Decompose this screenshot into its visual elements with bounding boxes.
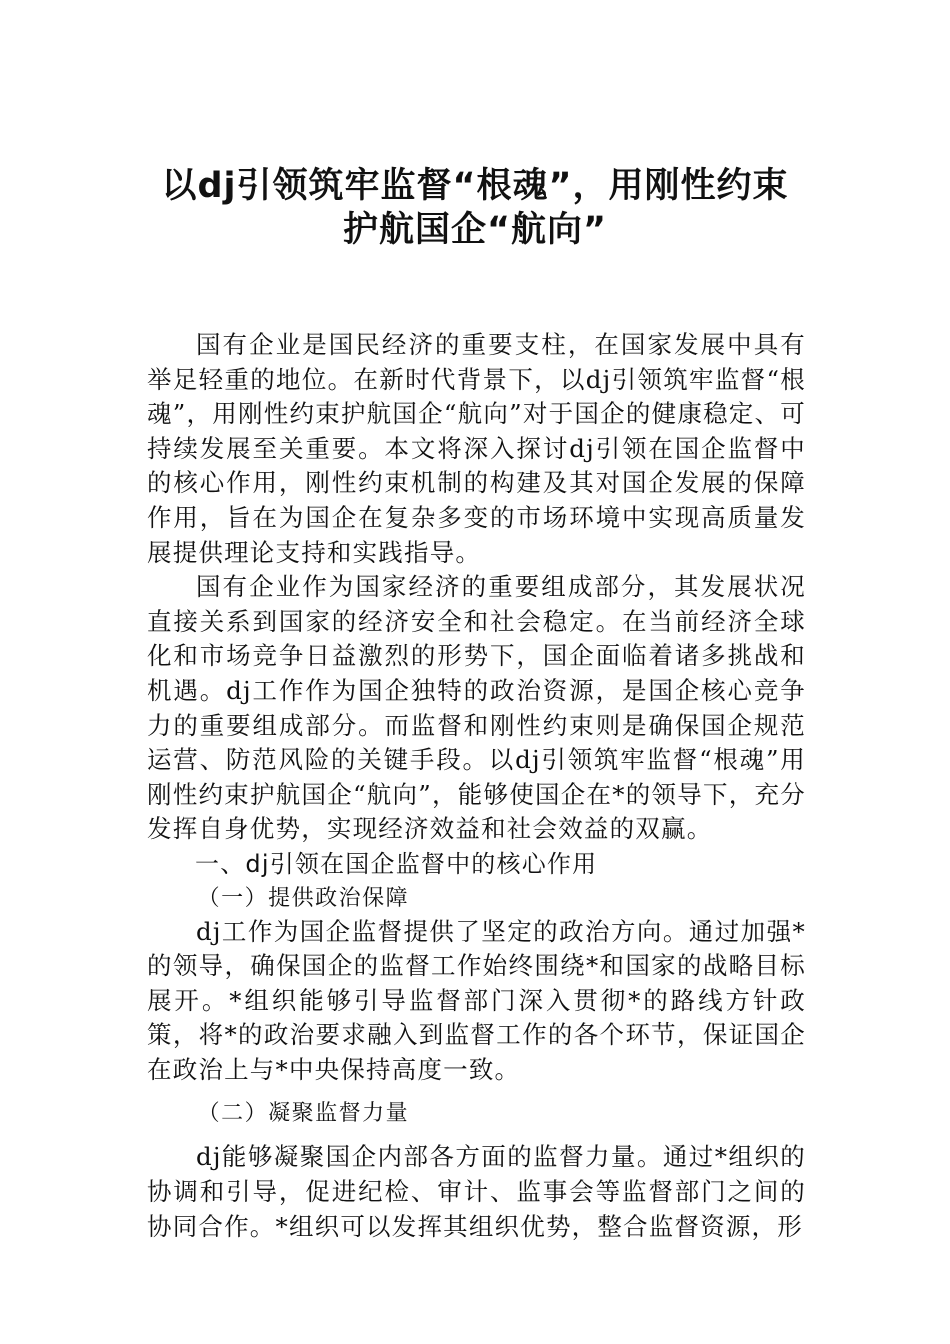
paragraph-background: 国有企业作为国家经济的重要组成部分，其发展状况直接关系到国家的经济安全和社会稳定。在当前经济全球化和市场竞争日益激烈的形势下，国企面临着诸多挑战和机遇。dj工作作为国企独特的政治资源，是国企核心竞争力的重要组成部分。而监督和刚性约束则是确保国企规范运营、防范风险的关键手段。以dj引领筑牢监督“根魂”用刚性约束护航国企“航向”，能够使国企在*的领导下，充分发挥自身优势，实现经济效益和社会效益的双赢。 (147, 572, 806, 844)
subsection-heading-1-1: （一）提供政治保障 (197, 885, 410, 911)
paragraph-intro: 国有企业是国民经济的重要支柱，在国家发展中具有举足轻重的地位。在新时代背景下，以dj引领筑牢监督“根魂”，用刚性约束护航国企“航向”对于国企的健康稳定、可持续发展至关重要。本文将深入探讨dj引领在国企监督中的核心作用，刚性约束机制的构建及其对国企发展的保障作用，旨在为国企在复杂多变的市场环境中实现高质量发展提供理论支持和实践指导。 (147, 330, 806, 567)
subsection-heading-1-2: （二）凝聚监督力量 (197, 1101, 410, 1127)
document-body (147, 328, 806, 1244)
document-title-line-2: 护航国企“航向” (342, 210, 607, 250)
paragraph-political-guarantee: dj工作为国企监督提供了坚定的政治方向。通过加强*的领导，确保国企的监督工作始终围绕*和国家的战略目标展开。*组织能够引导监督部门深入贯彻*的路线方针政策，将*的政治要求融入到监督工作的各个环节，保证国企在政治上与*中央保持高度一致。 (147, 916, 806, 1084)
document-title-line-1: 以dj引领筑牢监督“根魂”，用刚性约束 (161, 166, 789, 206)
paragraph-supervision-force: dj能够凝聚国企内部各方面的监督力量。通过*组织的协调和引导，促进纪检、审计、监事会等监督部门之间的协同合作。*组织可以发挥其组织优势，整合监督资源，形 (147, 1142, 806, 1241)
section-heading-1: 一、dj引领在国企监督中的核心作用 (195, 849, 598, 878)
